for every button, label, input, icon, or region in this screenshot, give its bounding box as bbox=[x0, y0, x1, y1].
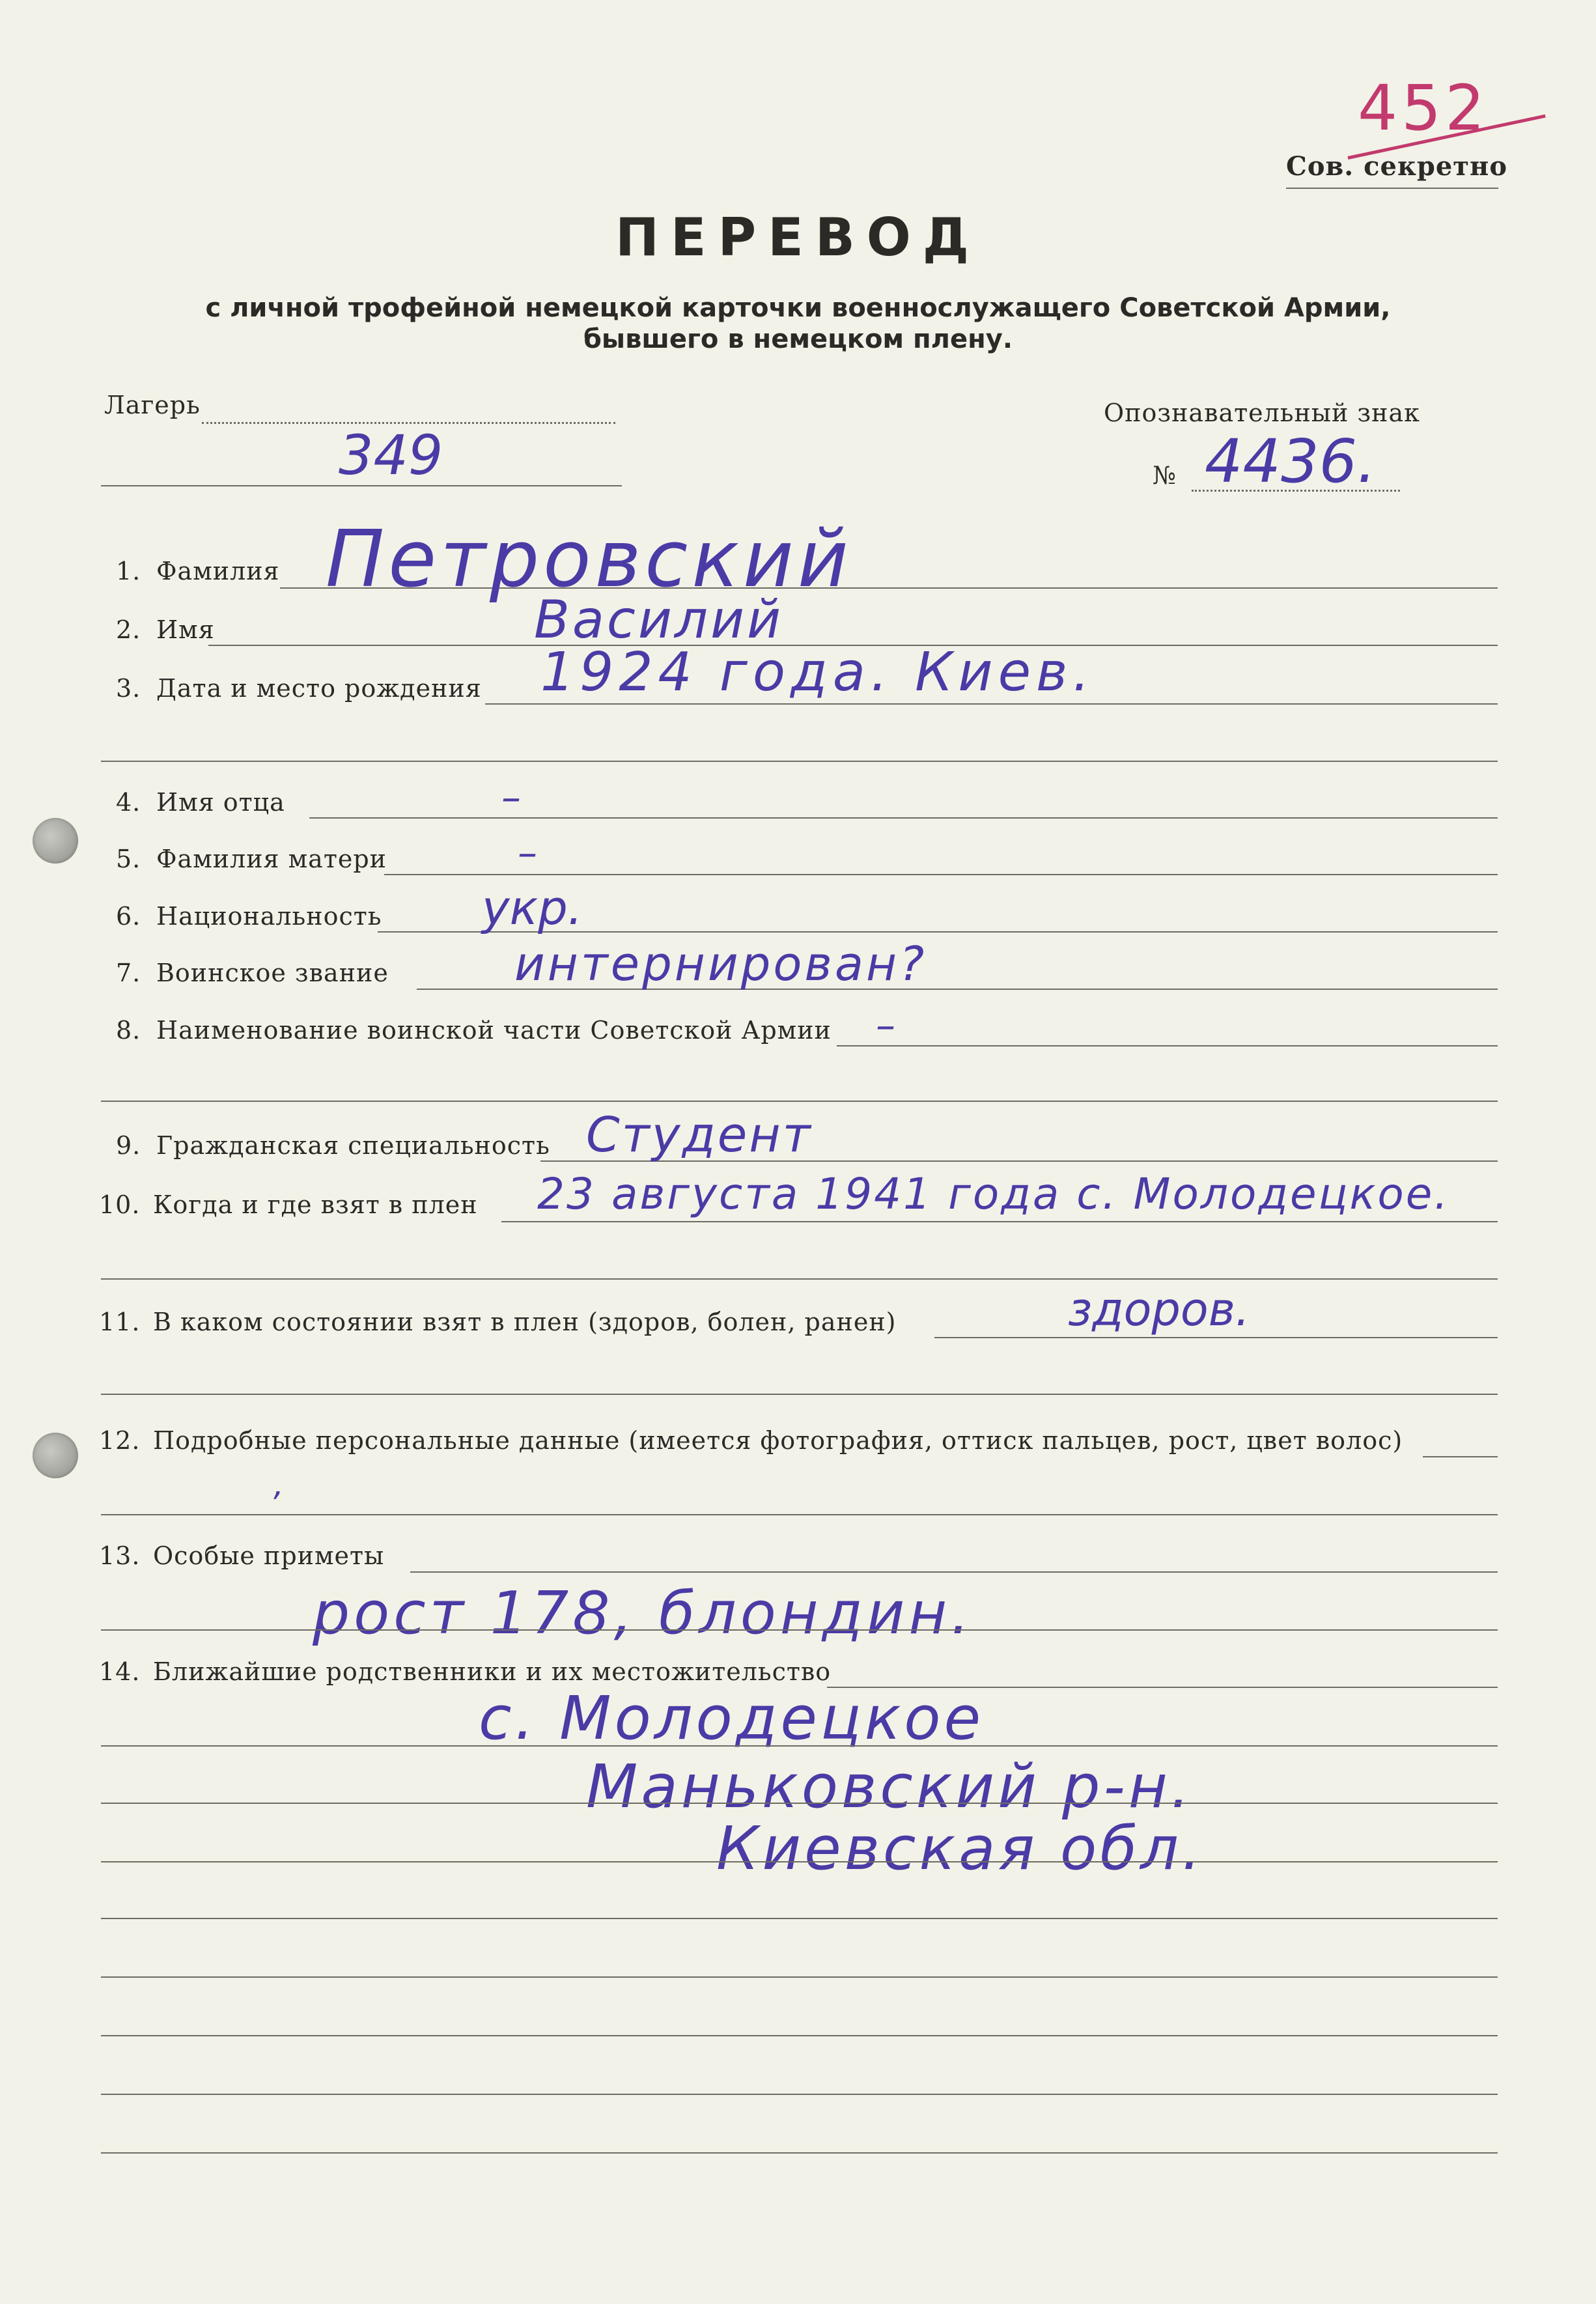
field-10-line-2 bbox=[101, 1278, 1498, 1280]
field-11-label: В каком состоянии взят в плен (здоров, болен, ранен) bbox=[153, 1308, 897, 1336]
field-4-number: 4. bbox=[116, 788, 141, 817]
relatives-line-1: с. Молодецкое bbox=[479, 1683, 985, 1753]
field-9-label: Гражданская специальность bbox=[156, 1131, 550, 1160]
relatives-line-2: Маньковский р-н. bbox=[586, 1752, 1194, 1821]
field-11-value: здоров. bbox=[1068, 1283, 1250, 1336]
blank-line-1 bbox=[101, 1918, 1498, 1919]
field-14-number: 14. bbox=[99, 1657, 141, 1686]
field-13-value: рост 178, блондин. bbox=[313, 1579, 973, 1648]
field-13-label: Особые приметы bbox=[153, 1541, 385, 1570]
field-3-line bbox=[485, 703, 1498, 705]
document-subtitle-line2: бывшего в немецком плену. bbox=[583, 324, 1013, 354]
blank-line-3 bbox=[101, 2035, 1498, 2036]
field-3-value: 1924 года. Киев. bbox=[540, 641, 1095, 703]
field-3-line-2 bbox=[101, 761, 1498, 762]
field-7-value: интернирован? bbox=[514, 936, 927, 991]
field-9-value: Студент bbox=[586, 1107, 813, 1163]
field-10-value: 23 августа 1941 года с. Молодецкое. bbox=[537, 1169, 1450, 1219]
field-10-label: Когда и где взят в плен bbox=[153, 1190, 478, 1219]
field-12-line bbox=[1423, 1456, 1498, 1457]
document-subtitle-line1: с личной трофейной немецкой карточки военнослужащего Советской Армии, bbox=[205, 293, 1391, 323]
field-1-number: 1. bbox=[116, 557, 141, 585]
field-8-line bbox=[837, 1045, 1498, 1047]
punch-hole-bottom bbox=[33, 1433, 78, 1478]
blank-line-2 bbox=[101, 1976, 1498, 1978]
field-7-number: 7. bbox=[116, 959, 141, 987]
field-14-line-2 bbox=[101, 1745, 1498, 1747]
field-8-label: Наименование воинской части Советской Армии bbox=[156, 1016, 832, 1045]
field-14-label: Ближайшие родственники и их местожительство bbox=[153, 1657, 832, 1686]
field-14-line-4 bbox=[101, 1861, 1498, 1862]
field-12-number: 12. bbox=[99, 1426, 141, 1455]
field-5-value: – bbox=[518, 830, 537, 876]
id-mark-label: Опознавательный знак bbox=[1104, 399, 1420, 427]
field-8-line-2 bbox=[101, 1101, 1498, 1102]
field-8-value: – bbox=[876, 1003, 895, 1048]
field-10-number: 10. bbox=[99, 1190, 141, 1219]
field-3-label: Дата и место рождения bbox=[156, 674, 482, 703]
field-13-line-2 bbox=[101, 1629, 1498, 1631]
field-3-number: 3. bbox=[116, 674, 141, 703]
field-11-line-2 bbox=[101, 1394, 1498, 1395]
field-12-line-2 bbox=[101, 1514, 1498, 1515]
camp-value: 349 bbox=[339, 423, 443, 487]
blank-line-4 bbox=[101, 2094, 1498, 2095]
stamp-number: 452 bbox=[1358, 72, 1489, 145]
classification-label: Сов. секретно bbox=[1286, 151, 1508, 182]
field-13-line bbox=[410, 1571, 1498, 1573]
field-2-label: Имя bbox=[156, 615, 215, 644]
field-13-number: 13. bbox=[99, 1541, 141, 1570]
field-4-label: Имя отца bbox=[156, 788, 285, 817]
field-4-value: – bbox=[501, 775, 521, 821]
field-14-line-3 bbox=[101, 1803, 1498, 1804]
field-5-line bbox=[384, 874, 1498, 875]
field-12-label: Подробные персональные данные (имеется фотография, оттиск пальцев, рост, цвет волос) bbox=[153, 1426, 1403, 1455]
field-6-value: укр. bbox=[482, 880, 583, 935]
field-7-label: Воинское звание bbox=[156, 959, 389, 987]
blank-line-5 bbox=[101, 2152, 1498, 2154]
field-12-value: , bbox=[273, 1465, 284, 1503]
field-9-number: 9. bbox=[116, 1131, 141, 1160]
relatives-line-3: Киевская обл. bbox=[716, 1814, 1205, 1883]
field-11-line bbox=[934, 1337, 1498, 1338]
field-2-value: Василий bbox=[534, 589, 783, 650]
punch-hole-top bbox=[33, 818, 78, 864]
field-1-value: Петровский bbox=[326, 514, 852, 605]
field-4-line bbox=[309, 817, 1498, 819]
field-2-number: 2. bbox=[116, 615, 141, 644]
field-6-number: 6. bbox=[116, 902, 141, 931]
camp-line-2 bbox=[101, 485, 622, 486]
field-5-number: 5. bbox=[116, 845, 141, 873]
field-6-label: Национальность bbox=[156, 902, 382, 931]
field-11-number: 11. bbox=[99, 1308, 141, 1336]
field-10-line bbox=[501, 1221, 1498, 1222]
classification-underline bbox=[1286, 188, 1498, 189]
document-title: ПЕРЕВОД bbox=[615, 207, 981, 268]
field-8-number: 8. bbox=[116, 1016, 141, 1045]
field-1-label: Фамилия bbox=[156, 557, 280, 585]
id-number-value: 4436. bbox=[1205, 427, 1377, 496]
field-5-label: Фамилия матери bbox=[156, 845, 387, 873]
id-number-prefix: № bbox=[1153, 461, 1177, 490]
camp-label: Лагерь bbox=[104, 391, 201, 419]
